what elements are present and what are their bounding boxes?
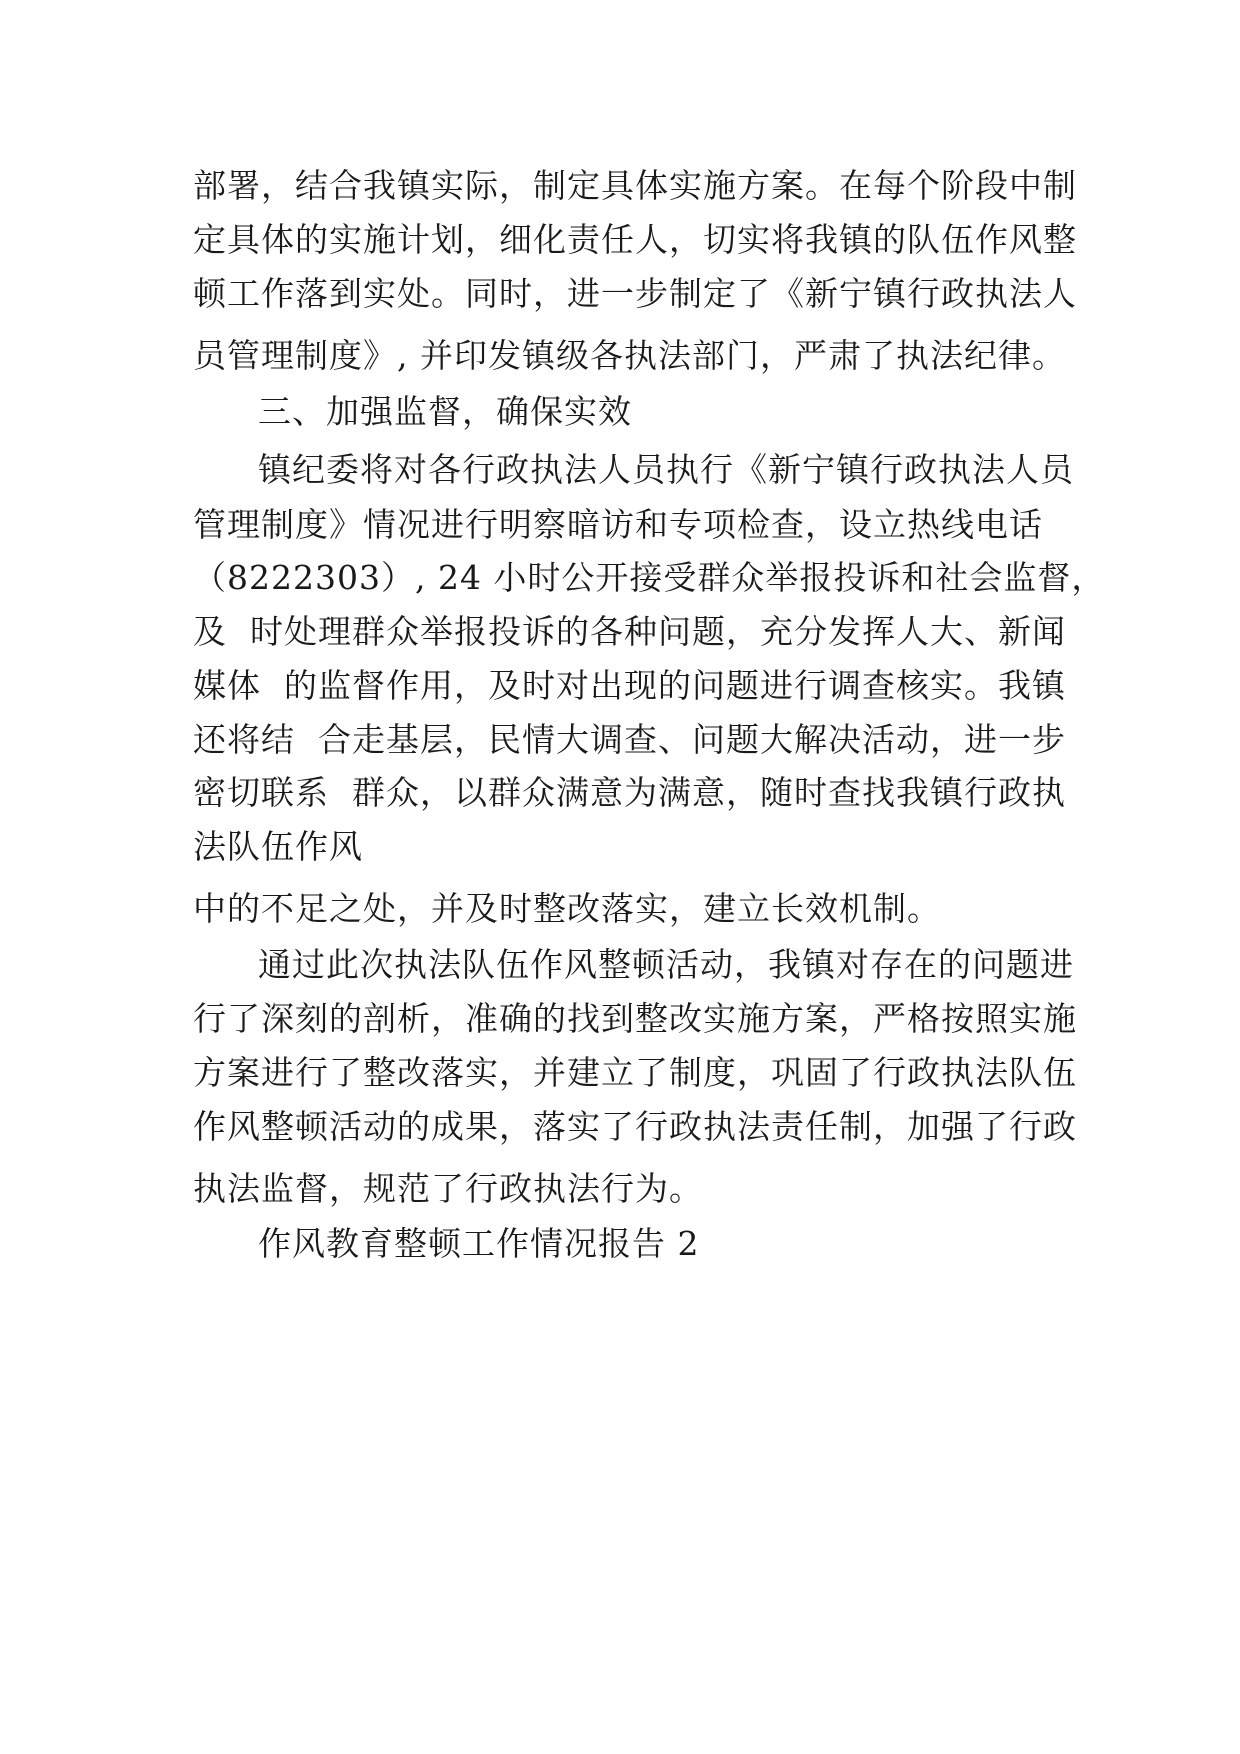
- section-heading: 三、加强监督，确保实效: [258, 392, 632, 431]
- paragraph-line: 行了深刻的剖析，准确的找到整改实施方案，严格按照实施: [193, 999, 1077, 1038]
- paragraph-line: 方案进行了整改落实，并建立了制度，巩固了行政执法队伍: [193, 1053, 1077, 1092]
- paragraph-line: 管理制度》情况进行明察暗访和专项检查，设立热线电话: [193, 505, 1043, 544]
- paragraph-line: 定具体的实施计划，细化责任人，切实将我镇的队伍作风整: [193, 220, 1077, 259]
- paragraph-line: 员管理制度》, 并印发镇级各执法部门，严肃了执法纪律。: [193, 336, 1066, 375]
- paragraph-line: 镇纪委将对各行政执法人员执行《新宁镇行政执法人员: [258, 450, 1074, 489]
- report-heading: 作风教育整顿工作情况报告 2: [258, 1224, 700, 1263]
- paragraph-line: 部署，结合我镇实际，制定具体实施方案。在每个阶段中制: [193, 166, 1077, 205]
- paragraph-line: 法队伍作风: [193, 827, 363, 866]
- paragraph-line: 作风整顿活动的成果，落实了行政执法责任制，加强了行政: [193, 1107, 1077, 1146]
- paragraph-line: 中的不足之处，并及时整改落实，建立长效机制。: [193, 889, 941, 928]
- paragraph-line: 还将结 合走基层，民情大调查、问题大解决活动，进一步: [193, 720, 1066, 759]
- paragraph-line: 媒体 的监督作用，及时对出现的问题进行调查核实。我镇: [193, 666, 1066, 705]
- paragraph-line: 执法监督，规范了行政执法行为。: [193, 1169, 703, 1208]
- paragraph-line: 及 时处理群众举报投诉的各种问题，充分发挥人大、新闻: [193, 612, 1066, 651]
- paragraph-line: （8222303）, 24 小时公开接受群众举报投诉和社会监督，: [193, 558, 1106, 597]
- paragraph-line: 密切联系 群众，以群众满意为满意，随时查找我镇行政执: [193, 773, 1066, 812]
- paragraph-line: 顿工作落到实处。同时，进一步制定了《新宁镇行政执法人: [193, 274, 1077, 313]
- paragraph-line: 通过此次执法队伍作风整顿活动，我镇对存在的问题进: [258, 945, 1074, 984]
